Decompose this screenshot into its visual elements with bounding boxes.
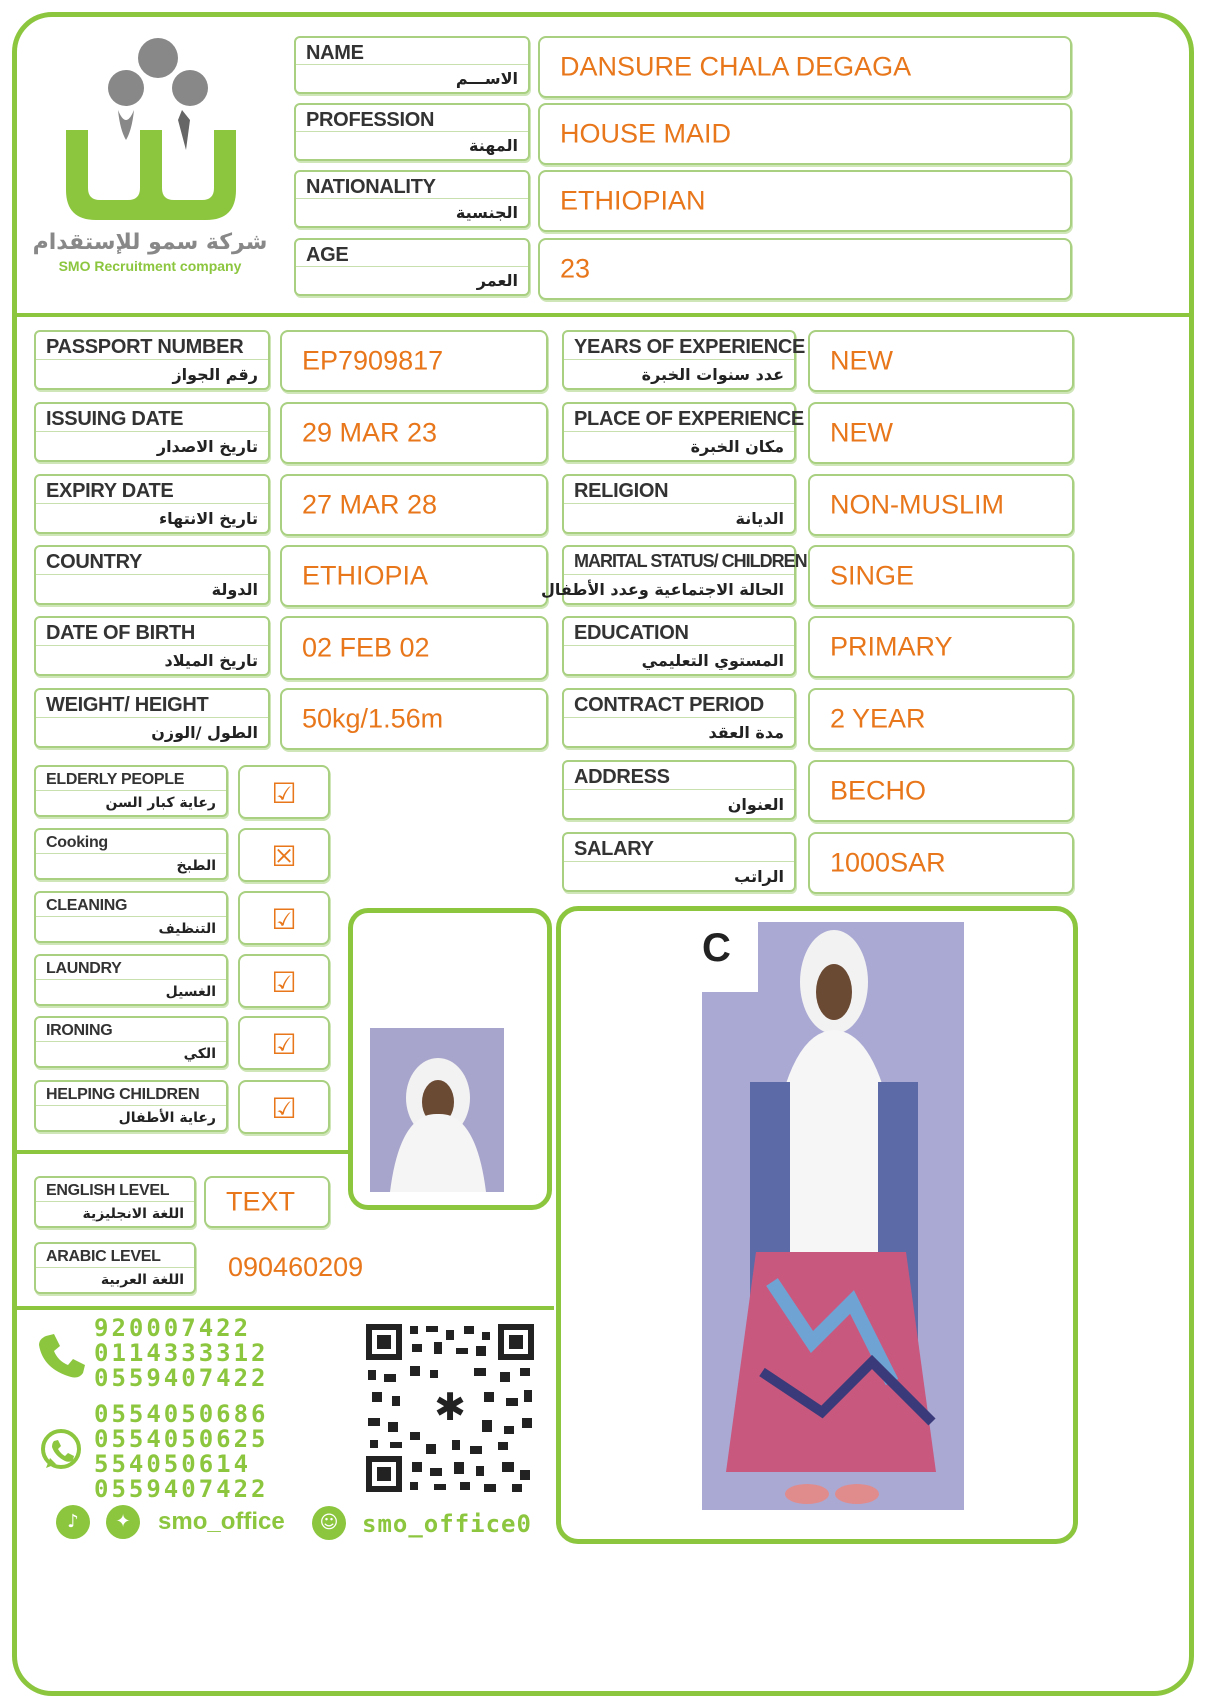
experience-place-label: PLACE OF EXPERIENCE مكان الخبرة [562,402,796,462]
passport-label: PASSPORT NUMBER رقم الجواز [34,330,270,390]
skill-cleaning-checkbox[interactable]: ☑ [238,891,330,945]
contract-period-value: 2 YEAR [808,688,1074,750]
svg-text:✱: ✱ [434,1385,466,1429]
social-handle-1[interactable]: smo_office [158,1508,285,1535]
education-value: PRIMARY [808,616,1074,678]
skill-children-checkbox[interactable]: ☑ [238,1080,330,1134]
religion-value: NON-MUSLIM [808,474,1074,536]
dob-label: DATE OF BIRTH تاريخ الميلاد [34,616,270,676]
expiry-date-value: 27 MAR 28 [280,474,548,536]
skill-children-label: HELPING CHILDREN رعاية الأطفال [34,1080,228,1132]
arabic-level-label: ARABIC LEVEL اللغة العربية [34,1242,196,1294]
english-level-label: ENGLISH LEVEL اللغة الانجليزية [34,1176,196,1228]
dob-value: 02 FEB 02 [280,616,548,680]
address-label: ADDRESS العنوان [562,760,796,820]
phone-icon [36,1330,86,1380]
skill-elderly-label: ELDERLY PEOPLE رعاية كبار السن [34,765,228,817]
name-value: DANSURE CHALA DEGAGA [538,36,1072,98]
expiry-date-label: EXPIRY DATE تاريخ الانتهاء [34,474,270,534]
whatsapp-2: 0554050625 [94,1425,269,1453]
divider-header [14,313,1192,317]
nationality-value: ETHIOPIAN [538,170,1072,232]
skill-cooking-label: Cooking الطبخ [34,828,228,880]
company-name-en: SMO Recruitment company [58,258,242,274]
large-photo-portrait [702,922,964,1510]
skill-ironing-checkbox[interactable]: ☑ [238,1016,330,1070]
weight-height-value: 50kg/1.56m [280,688,548,750]
address-value: BECHO [808,760,1074,822]
issuing-date-value: 29 MAR 23 [280,402,548,464]
company-name-ar: شركة سمو للإستقدام [32,230,268,255]
whatsapp-1: 0554050686 [94,1400,269,1428]
whatsapp-3: 554050614 [94,1450,252,1478]
twitter-icon[interactable]: ✦ [106,1505,140,1539]
contract-period-label: CONTRACT PERIOD مدة العقد [562,688,796,748]
snapchat-icon[interactable]: ☺ [312,1506,346,1540]
skill-cooking-checkbox[interactable]: ☒ [238,828,330,882]
education-label: EDUCATION المستوي التعليمي [562,616,796,676]
profession-value: HOUSE MAID [538,103,1072,165]
whatsapp-icon [38,1426,84,1472]
salary-value: 1000SAR [808,832,1074,894]
skill-laundry-checkbox[interactable]: ☑ [238,954,330,1008]
divider-skills [14,1150,354,1154]
country-value: ETHIOPIA [280,545,548,607]
skill-laundry-label: LAUNDRY الغسيل [34,954,228,1006]
salary-label: SALARY الراتب [562,832,796,892]
weight-height-label: WEIGHT/ HEIGHT الطول /الوزن [34,688,270,748]
experience-place-value: NEW [808,402,1074,464]
phone-numbers [94,1316,269,1391]
small-photo-portrait [370,1028,504,1192]
age-label: AGE العمر [294,238,530,296]
whatsapp-4: 0559407422 [94,1475,269,1503]
phone-2: 0114333312 [94,1339,269,1367]
phone-3: 0559407422 [94,1364,269,1392]
age-value: 23 [538,238,1072,300]
marital-status-value: SINGE [808,545,1074,607]
nationality-label: NATIONALITY الجنسية [294,170,530,228]
country-label: COUNTRY الدولة [34,545,270,605]
company-logo [30,30,270,280]
small-photo [370,1028,504,1192]
phone-1: 920007422 [94,1314,252,1342]
english-level-value: TEXT [204,1176,330,1228]
photo-letter: C [702,926,731,970]
marital-status-label: MARITAL STATUS/ CHILDREN الحالة الاجتماعية وعدد الأطفال [562,545,796,605]
large-photo [702,922,964,1510]
tiktok-icon[interactable]: ♪ [56,1505,90,1539]
skill-ironing-label: IRONING الكي [34,1016,228,1068]
passport-value: EP7909817 [280,330,548,392]
arabic-level-value: 090460209 [228,1252,364,1282]
logo-graphic [30,30,270,230]
whatsapp-numbers [94,1402,269,1502]
issuing-date-label: ISSUING DATE تاريخ الاصدار [34,402,270,462]
experience-years-value: NEW [808,330,1074,392]
qr-code[interactable] [364,1322,536,1494]
religion-label: RELIGION الديانة [562,474,796,534]
skill-cleaning-label: CLEANING التنظيف [34,891,228,943]
profession-label: PROFESSION المهنة [294,103,530,161]
divider-contact [14,1306,554,1310]
experience-years-label: YEARS OF EXPERIENCE عدد سنوات الخبرة [562,330,796,390]
social-handle-2[interactable]: smo_office0 [362,1510,532,1538]
name-label: NAME الاســـم [294,36,530,94]
skill-elderly-checkbox[interactable]: ☑ [238,765,330,819]
